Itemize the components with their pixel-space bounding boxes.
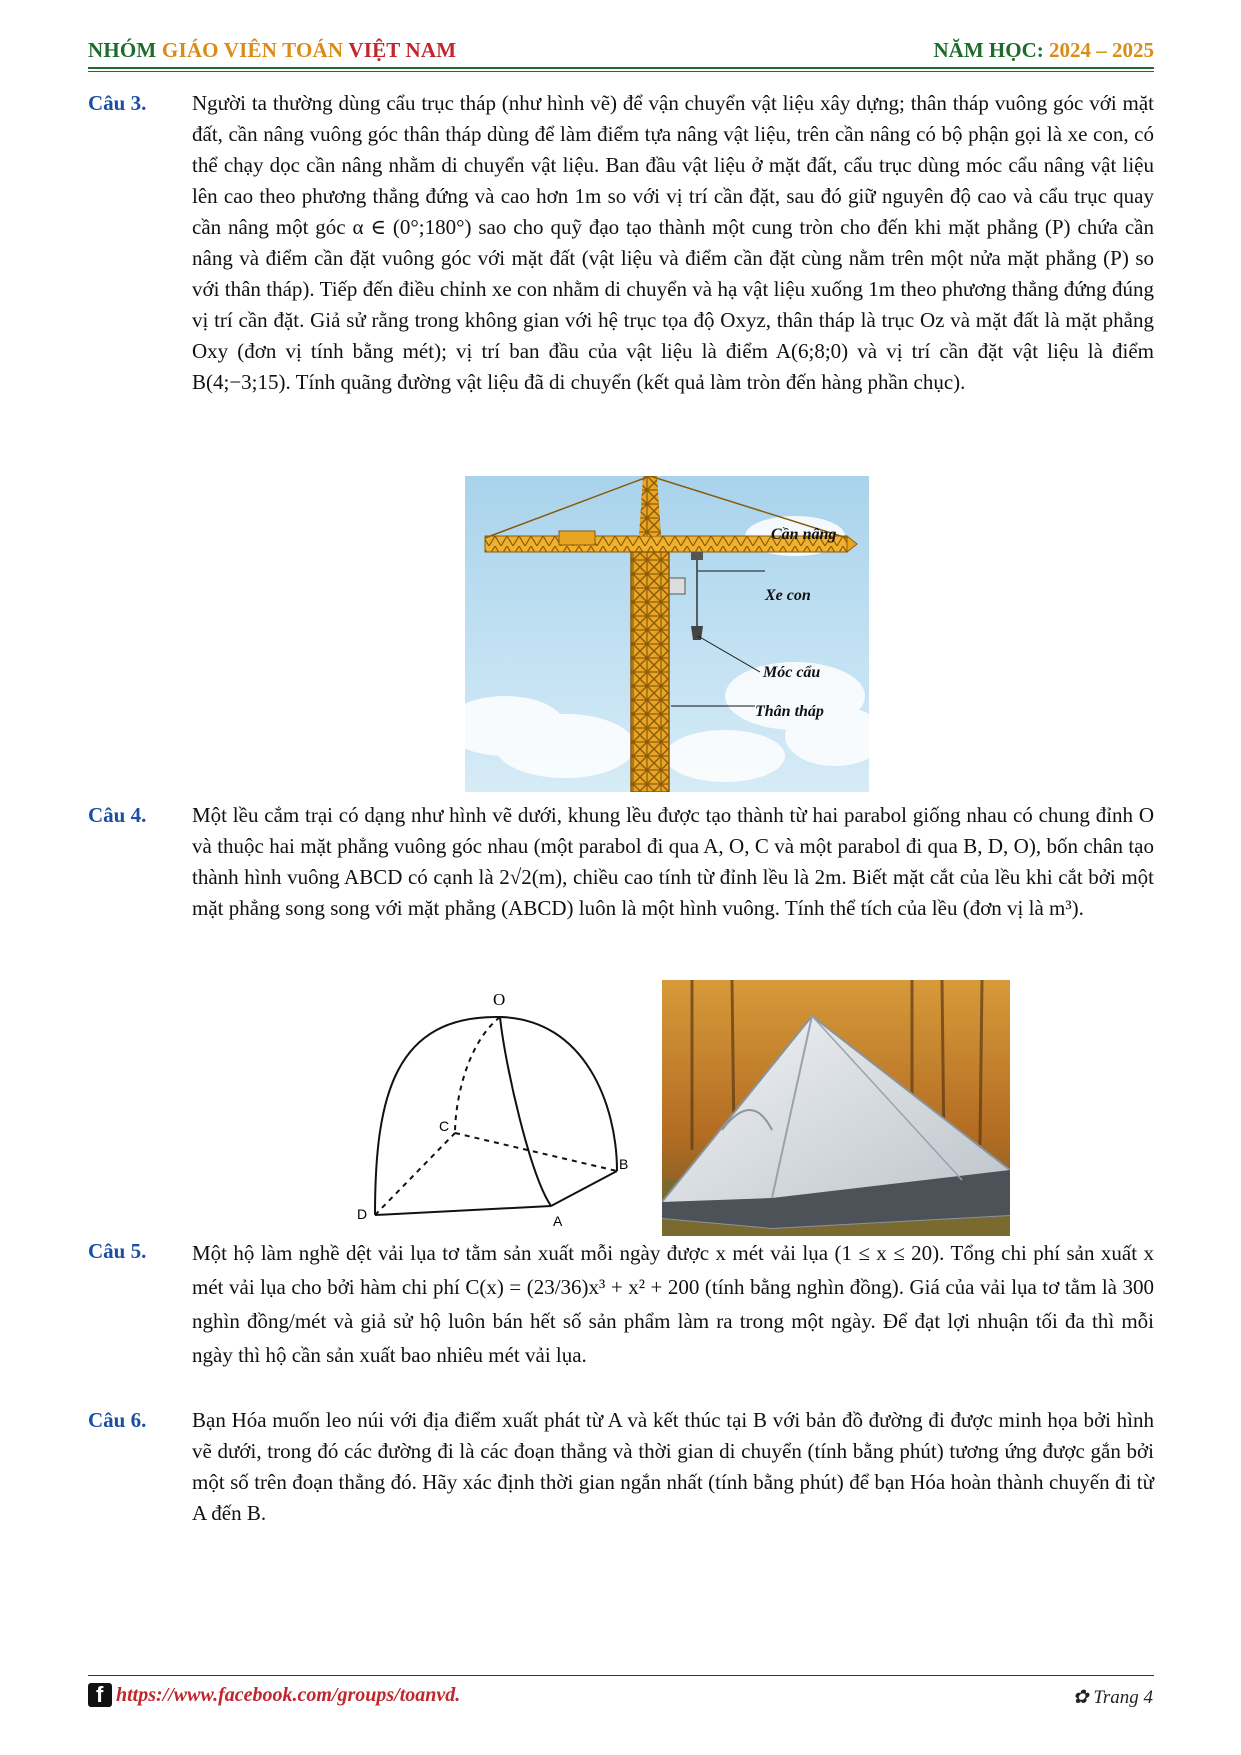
school-year	[934, 38, 1154, 63]
brand-part-2: GIÁO VIÊN TOÁN	[161, 38, 349, 62]
question-label: Câu 4.	[88, 803, 147, 827]
year-value: 2024 – 2025	[1049, 38, 1154, 62]
tent-photo	[662, 980, 1010, 1236]
year-label: NĂM HỌC:	[933, 38, 1049, 62]
question-text: Bạn Hóa muốn leo núi với địa điểm xuất phát từ A và kết thúc tại B với bản đồ đường đi được minh họa bởi hình vẽ dưới, trong đó các đường đi là các đoạn thẳng và thời gian di chuyển (tính bằng phút) tương ứng được gắn bởi một số trên đoạn thẳng đó. Hãy xác định thời gian ngắn nhất (tính bằng phút) để bạn Hóa hoàn thành chuyến đi từ A đến B.	[192, 1408, 1154, 1525]
edge-CB	[455, 1133, 617, 1171]
facebook-letter: f	[96, 1682, 104, 1707]
crane-figure	[465, 476, 869, 792]
page-number-text: Trang 4	[1093, 1687, 1153, 1708]
facebook-group-link[interactable]: https://www.facebook.com/groups/toanvd.	[116, 1684, 461, 1706]
question-label: Câu 6.	[88, 1408, 147, 1432]
label-trolley: Xe con	[765, 587, 811, 604]
parabol-AOC-front	[500, 1017, 551, 1206]
point-A: A	[553, 1213, 563, 1229]
trolley	[691, 552, 703, 560]
brand-part-1: NHÓM	[88, 38, 162, 62]
point-B: B	[619, 1156, 629, 1172]
label-hook: Móc cẩu	[763, 664, 821, 681]
question-label: Câu 5.	[88, 1239, 147, 1263]
point-O: O	[493, 990, 506, 1009]
label-boom: Cần nâng	[771, 526, 837, 543]
point-D: D	[357, 1206, 368, 1222]
edge-AB	[551, 1171, 617, 1206]
header-rule	[88, 67, 1154, 69]
parabol-AOC-hidden	[455, 1017, 500, 1133]
edge-DC	[375, 1133, 455, 1215]
page-number	[1073, 1686, 1153, 1709]
counterweight	[559, 531, 595, 545]
brand-part-3: VIỆT NAM	[348, 38, 457, 62]
flower-icon: ✿	[1072, 1687, 1094, 1708]
facebook-icon	[88, 1683, 112, 1707]
edge-DA	[375, 1206, 551, 1215]
page-header	[88, 36, 1154, 70]
tent-diagram	[355, 975, 640, 1230]
question-label: Câu 3.	[88, 91, 147, 115]
brand-title	[88, 38, 456, 63]
parabol-BOD	[375, 1017, 617, 1215]
question-text: Một hộ làm nghề dệt vải lụa tơ tằm sản xuất mỗi ngày được x mét vải lụa (1 ≤ x ≤ 20). Tổng chi phí sản xuất x mét vải lụa cho bởi hàm chi phí C(x) = (23/36)x³ + x² + 200 (tính bằng nghìn đồng). Giá của vải lụa tơ tằm là 300 nghìn đồng/mét và giả sử hộ luôn bán hết số sản phẩm làm ra trong một ngày. Để đạt lợi nhuận tối đa thì mỗi ngày thì hộ cần sản xuất bao nhiêu mét vải lụa.	[192, 1241, 1154, 1367]
label-tower: Thân tháp	[755, 703, 824, 720]
point-C: C	[439, 1118, 450, 1134]
question-text: Người ta thường dùng cẩu trục tháp (như hình vẽ) để vận chuyển vật liệu xây dựng; thân tháp vuông góc với mặt đất, cần nâng vuông góc thân tháp dùng để làm điểm tựa nâng vật liệu, trên cần nâng có bộ phận gọi là xe con, có thể chạy dọc cần nâng nhằm di chuyển vật liệu. Ban đầu vật liệu ở mặt đất, cẩu trục dùng móc cẩu nâng vật liệu lên cao theo phương thẳng đứng và cao hơn 1m so với vị trí cần đặt, sau đó giữ nguyên độ cao và cẩu trục quay cần nâng một góc α ∈ (0°;180°) sao cho quỹ đạo tạo thành một cung tròn cho đến khi mặt phẳng (P) chứa cần nâng và điểm cần đặt vuông góc với mặt đất (vật liệu và điểm cần đặt cùng nằm trên một nửa mặt phẳng (P) so với thân tháp). Tiếp đến điều chỉnh xe con nhằm di chuyển và hạ vật liệu xuống 1m theo phương thẳng đứng đúng vị trí cần đặt. Giả sử rằng trong không gian với hệ trục tọa độ Oxyz, thân tháp là trục Oz và mặt đất là mặt phẳng Oxy (đơn vị tính bằng mét); vị trí ban đầu của vật liệu là điểm A(6;8;0) và vị trí cần đặt vật liệu là điểm B(4;−3;15). Tính quãng đường vật liệu đã di chuyển (kết quả làm tròn đến hàng phần chục).	[192, 91, 1154, 394]
question-text: Một lều cắm trại có dạng như hình vẽ dưới, khung lều được tạo thành từ hai parabol giống nhau có chung đỉnh O và thuộc hai mặt phẳng vuông góc nhau (một parabol đi qua A, O, C và một parabol đi qua B, D, O), bốn chân tạo thành hình vuông ABCD có cạnh là 2√2(m), chiều cao tính từ đỉnh lều là 2m. Biết mặt cắt của lều khi cắt bởi một mặt phẳng song song với mặt phẳng (ABCD) luôn là một hình vuông. Tính thể tích của lều (đơn vị là m³).	[192, 803, 1154, 920]
header-rule-thin	[88, 71, 1154, 72]
footer-rule	[88, 1675, 1154, 1676]
crane-tower	[631, 552, 669, 792]
